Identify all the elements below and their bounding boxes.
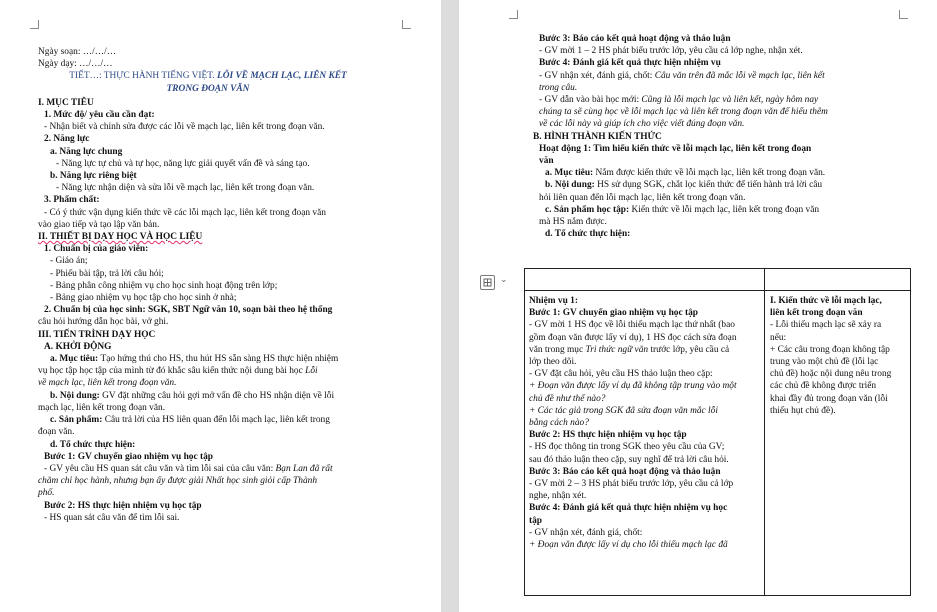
table-header-row[interactable] xyxy=(525,269,910,291)
text-line: vụ học tập học tập của mình từ đó khắc sâu kiến thức nội dung bài học Lỗi xyxy=(38,366,318,377)
table-cell-knowledge[interactable] xyxy=(770,295,904,417)
text-line: vào giao tiếp và tạo lập văn bản. xyxy=(38,219,160,230)
text-line: - Năng lực nhận diện và sửa lỗi về mạch lạc, liên kết trong đoạn văn. xyxy=(56,183,315,194)
question-line: + Các tác giả trong SGK đã sửa đoạn văn mắc lỗi xyxy=(529,405,718,416)
text-line: đoạn văn. xyxy=(38,427,75,438)
document-page-left xyxy=(0,0,441,612)
text-line: b. Nội dung: HS sử dụng SGK, chắt lọc kiến thức để tiến hành trả lời câu xyxy=(545,180,823,191)
lesson-title: TIẾT…: THỰC HÀNH TIẾNG VIỆT. LỖI VỀ MẠCH LẠC, LIÊN KẾT xyxy=(69,71,347,82)
text-line: - GV yêu cầu HS quan sát câu văn và tìm lỗi sai của câu văn: Bạn Lan đã rất xyxy=(44,463,333,474)
subheading: b. Năng lực riêng biệt xyxy=(50,171,137,182)
text-line: thiếu hụt chủ đề). xyxy=(770,405,836,416)
knowledge-heading: liên kết trong đoạn văn xyxy=(770,308,863,319)
table-column-divider[interactable] xyxy=(764,269,765,595)
text-line: nếu: xyxy=(770,332,787,343)
chevron-down-icon[interactable]: ⌄ xyxy=(500,275,508,285)
table-move-handle-icon[interactable] xyxy=(480,275,495,290)
activity-table[interactable] xyxy=(524,268,911,596)
text-line: chúng ta sẽ cùng học về lỗi mạch lạc và liên kết trong đoạn văn để hiểu thêm xyxy=(539,107,828,118)
text-line: văn trong mục Tri thức ngữ văn trước lớp, yêu cầu cả xyxy=(529,344,730,355)
step-heading: Bước 4: Đánh giá kết quả thực hiện nhiệm vụ xyxy=(539,58,721,69)
text-line: lớp theo dõi. xyxy=(529,357,577,368)
question-line: chủ đề như thế nào? xyxy=(529,393,606,404)
step-heading: Bước 1: GV chuyển giao nhiệm vụ học tập xyxy=(529,308,698,319)
list-item: - Bảng giao nhiệm vụ học tập cho học sinh ở nhà; xyxy=(50,293,237,304)
text-line: gồm đoạn văn được lấy ví dụ), 1 HS đọc cách sửa đoạn xyxy=(529,332,737,343)
text-line: - GV nhận xét, đánh giá, chốt: Câu văn trên đã mắc lỗi về mạch lạc, liên kết xyxy=(539,70,825,81)
text-line: + Đoạn văn được lấy ví dụ cho lỗi thiếu mạch lạc đã xyxy=(529,540,728,551)
margin-corner-mark xyxy=(899,10,908,19)
list-item: - Bảng phân công nhiệm vụ cho học sinh hoạt động trên lớp; xyxy=(50,280,278,291)
step-heading: Bước 3: Báo cáo kết quả hoạt động và thảo luận xyxy=(529,466,721,477)
text-line: khai đầy đủ trong đoạn văn (lỗi xyxy=(770,393,888,404)
text-line: - GV đặt câu hỏi, yêu cầu HS thảo luận theo cặp: xyxy=(529,369,713,380)
section-heading-flagged: II. THIẾT BỊ DẠY HỌC VÀ HỌC LIỆU xyxy=(38,232,203,243)
section-heading: III. TIẾN TRÌNH DẠY HỌC xyxy=(38,329,156,340)
right-page-text xyxy=(533,33,866,240)
section-heading: I. MỤC TIÊU xyxy=(38,97,94,108)
subheading: A. KHỞI ĐỘNG xyxy=(44,341,112,352)
text-line: - Nhận biết và chỉnh sửa được các lỗi về mạch lạc, liên kết trong đoạn văn. xyxy=(44,122,325,133)
text-line: chủ đề) hoặc nội dung nêu trong xyxy=(770,369,892,380)
text-line: - GV mời 1 – 2 HS phát biểu trước lớp, yêu cầu cả lớp nghe, nhận xét. xyxy=(539,46,803,57)
text-line: b. Nội dung: GV đặt những câu hỏi gợi mở vấn đề cho HS nhận diện về lỗi xyxy=(50,390,335,401)
preparation-date: Ngày soạn: …/…/… xyxy=(38,47,117,57)
text-line: mà HS nắm được. xyxy=(539,217,607,228)
text-line: mạch lạc, liên kết trong đoạn văn. xyxy=(38,402,166,413)
text-line: về các lỗi này và giúp ích cho việc viết đúng đoạn văn. xyxy=(539,119,745,130)
text-line: câu hỏi hướng dẫn học bài, vở ghi. xyxy=(38,317,169,328)
text-line: a. Mục tiêu: Tạo hứng thú cho HS, thu hút HS sẵn sàng HS thực hiện nhiệm xyxy=(50,354,339,365)
table-cell-tasks[interactable] xyxy=(529,295,760,551)
text-line: - HS quan sát câu văn để tìm lỗi sai. xyxy=(44,512,180,523)
step-heading: Bước 4: Đánh giá kết quả thực hiện nhiệm vụ học xyxy=(529,503,728,514)
text-line: - GV mời 1 HS đọc về lỗi thiếu mạch lạc thứ nhất (bao xyxy=(529,320,735,331)
text-line: sau đó thảo luận theo cặp, suy nghĩ để trả lời câu hỏi. xyxy=(529,454,729,465)
text-line: - Có ý thức vận dụng kiến thức về các lỗi mạch lạc, liên kết trong đoạn văn xyxy=(44,207,326,218)
left-page-text xyxy=(38,46,378,524)
subheading: 2. Năng lực xyxy=(44,134,90,145)
subheading: 3. Phẩm chất: xyxy=(44,195,100,206)
text-line: phố. xyxy=(38,488,55,499)
text-line: - GV mời 2 – 3 HS phát biểu trước lớp, yêu cầu cả lớp xyxy=(529,479,734,490)
text-line: - Năng lực tự chủ và tự học, năng lực giải quyết vấn đề và sáng tạo. xyxy=(56,158,310,169)
lesson-title-line2: TRONG ĐOẠN VĂN xyxy=(166,83,250,94)
text-line: + Các câu trong đoạn không tập xyxy=(770,344,890,355)
text-line: - Lỗi thiếu mạch lạc sẽ xảy ra xyxy=(770,320,882,331)
step-heading: tập xyxy=(529,515,543,526)
text-line: a. Mục tiêu: Nắm được kiến thức về lỗi mạch lạc, liên kết trong đoạn văn. xyxy=(545,168,826,179)
activity-heading: Hoạt động 1: Tìm hiểu kiến thức về lỗi mạch lạc, liên kết trong đoạn xyxy=(539,143,812,154)
text-line: chăm chỉ học hành, nhưng bạn ấy được giải Nhất học sinh giỏi cấp Thành xyxy=(38,476,318,487)
table-move-handle[interactable] xyxy=(480,275,512,289)
margin-corner-mark xyxy=(30,20,39,29)
text-line: về mạch lạc, liên kết trong đoạn văn. xyxy=(38,378,177,389)
margin-corner-mark xyxy=(509,10,518,19)
list-item: - Phiếu bài tập, trả lời câu hỏi; xyxy=(50,268,164,279)
text-line: c. Sản phẩm: Câu trả lời của HS liên quan đến lỗi mạch lạc, liên kết trong xyxy=(50,415,330,426)
subheading: 2. Chuẩn bị của học sinh: SGK, SBT Ngữ văn 10, soạn bài theo hệ thống xyxy=(44,305,333,316)
margin-corner-mark xyxy=(402,20,411,29)
teaching-date: Ngày dạy: …/…/… xyxy=(38,59,113,70)
subheading: 1. Mức độ/ yêu cầu cần đạt: xyxy=(44,110,155,121)
question-line: + Đoạn văn được lấy ví dụ đã không tập trung vào một xyxy=(529,381,737,392)
text-line: c. Sản phẩm học tập: Kiến thức về lỗi mạch lạc, liên kết trong đoạn văn xyxy=(545,204,820,215)
step-heading: Bước 2: HS thực hiện nhiệm vụ học tập xyxy=(529,430,687,441)
subheading: a. Năng lực chung xyxy=(50,146,123,157)
subheading: 1. Chuẩn bị của giáo viên: xyxy=(44,244,149,255)
step-heading: Bước 2: HS thực hiện nhiệm vụ học tập xyxy=(44,500,202,511)
activity-heading: văn xyxy=(539,156,554,167)
text-line: các chủ đề không được triển xyxy=(770,381,877,392)
task-heading: Nhiệm vụ 1: xyxy=(529,296,578,306)
question-line: bằng cách nào? xyxy=(529,418,589,429)
text-line: hỏi liên quan đến lỗi mạch lạc, liên kết trong đoạn văn. xyxy=(539,192,746,203)
text-line: trung vào một chủ đề (lỗi lạc xyxy=(770,357,879,368)
text-line: - GV dẫn vào bài học mới: Cũng là lỗi mạch lạc và liên kết, ngày hôm nay xyxy=(539,95,819,106)
text-line: - HS đọc thông tin trong SGK theo yêu cầu của GV; xyxy=(529,442,725,453)
text-line: trong câu. xyxy=(539,82,578,93)
subheading: d. Tổ chức thực hiện: xyxy=(545,229,631,240)
text-line: - GV nhận xét, đánh giá, chốt: xyxy=(529,527,643,538)
text-line: nghe, nhận xét. xyxy=(529,491,587,502)
page-gap xyxy=(441,0,459,612)
section-heading: B. HÌNH THÀNH KIẾN THỨC xyxy=(533,131,662,142)
subheading: d. Tổ chức thực hiện: xyxy=(50,439,136,450)
step-heading: Bước 1: GV chuyển giao nhiệm vụ học tập xyxy=(44,451,213,462)
list-item: - Giáo án; xyxy=(50,256,88,267)
step-heading: Bước 3: Báo cáo kết quả hoạt động và thảo luận xyxy=(539,34,731,44)
document-page-right xyxy=(459,0,937,612)
knowledge-heading: I. Kiến thức về lỗi mạch lạc, xyxy=(770,296,882,306)
